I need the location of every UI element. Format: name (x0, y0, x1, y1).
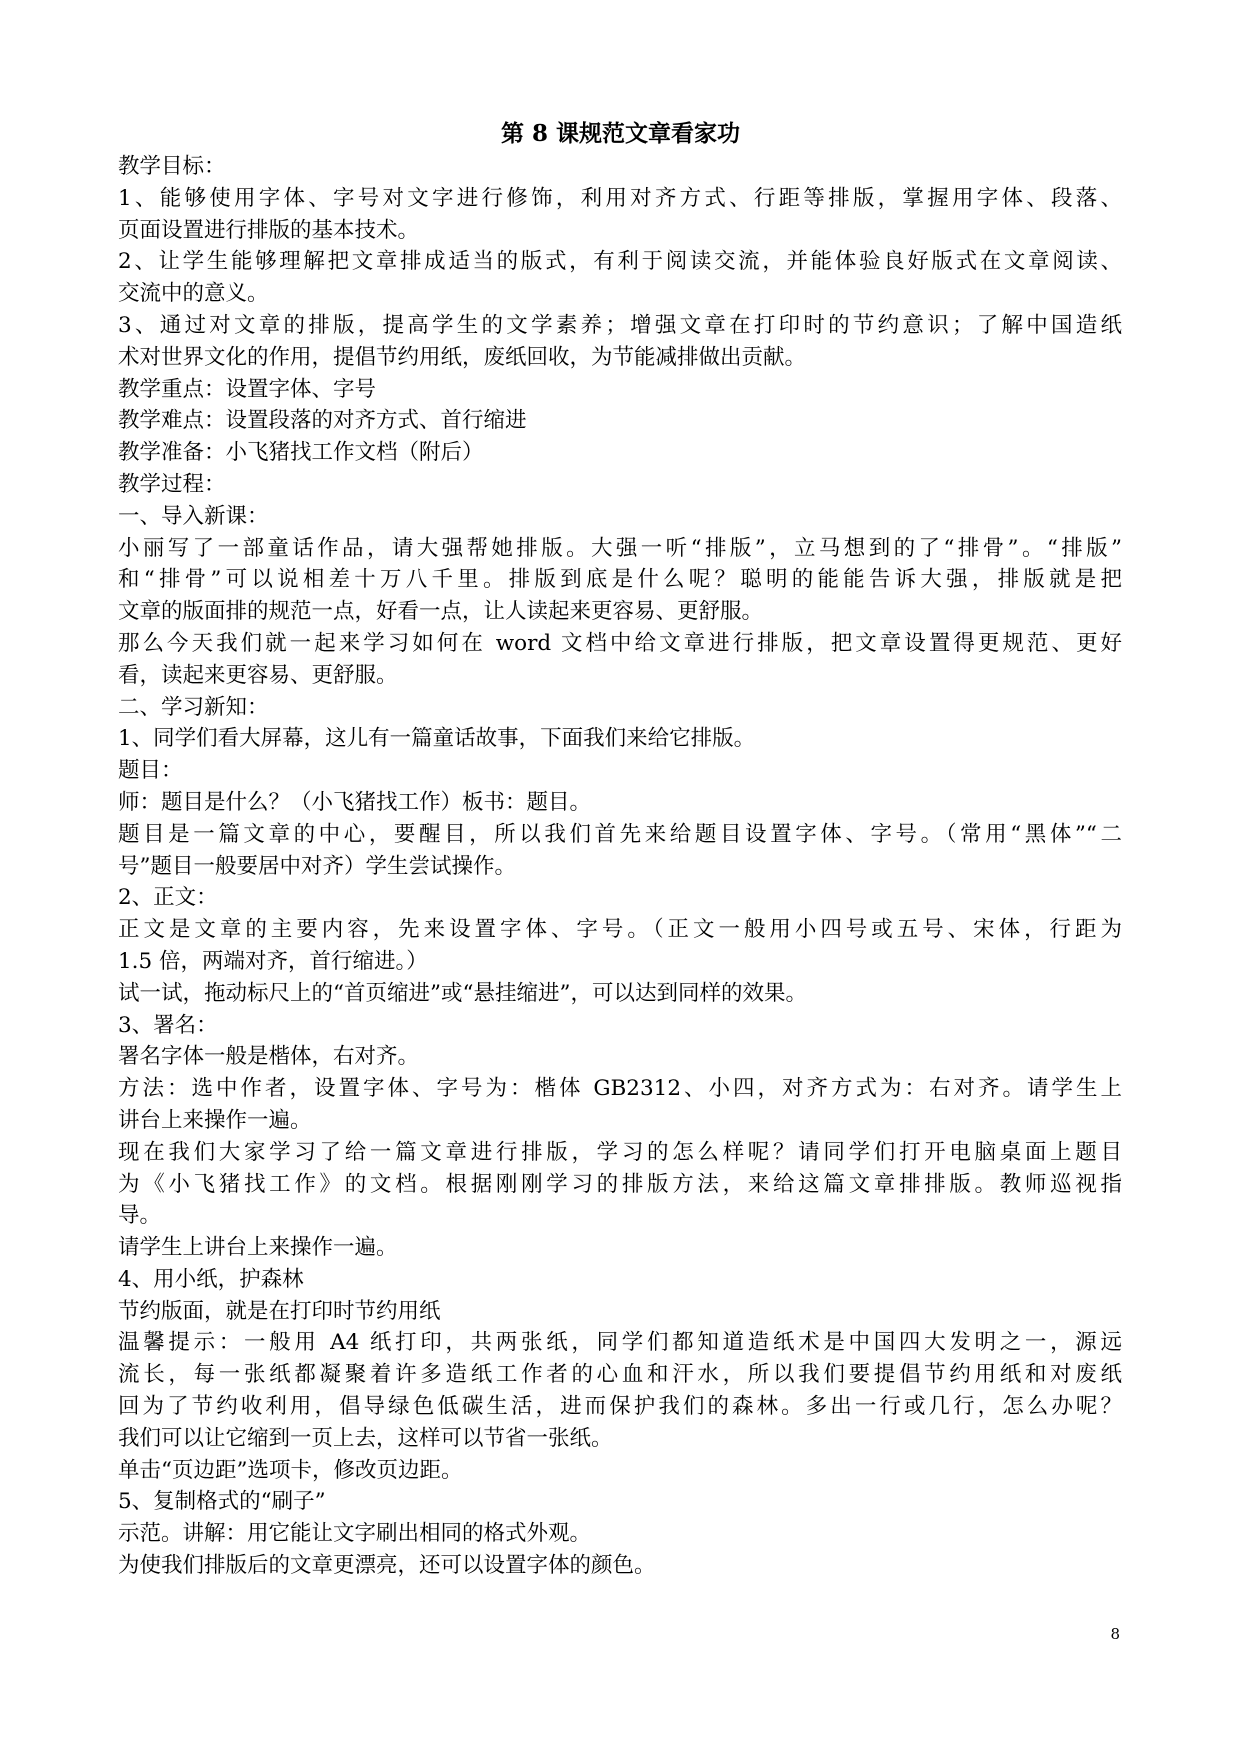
body-line: 教学目标： (118, 154, 226, 179)
body-line: 讲台上来操作一遍。 (118, 1107, 312, 1133)
body-line: 教学过程： (118, 471, 226, 497)
body-line: 为使我们排版后的文章更漂亮，还可以设置字体的颜色。 (118, 1553, 656, 1579)
body-line: 小丽写了一部童话作品，请大强帮她排版。大强一听“排版”，立马想到的了“排骨”。“排版” (118, 535, 1122, 561)
body-line: 回为了节约收利用，倡导绿色低碳生活，进而保护我们的森林。多出一行或几行，怎么办呢？ (118, 1394, 1122, 1420)
body-line: 1、同学们看大屏幕，这儿有一篇童话故事，下面我们来给它排版。 (118, 726, 756, 752)
body-line: 号”题目一般要居中对齐）学生尝试操作。 (118, 853, 516, 879)
body-line: 流长，每一张纸都凝聚着许多造纸工作者的心血和汗水，所以我们要提倡节约用纸和对废纸 (118, 1362, 1122, 1388)
body-line: 一、导入新课： (118, 503, 269, 529)
body-line: 单击“页边距”选项卡，修改页边距。 (118, 1457, 463, 1483)
body-line: 4、用小纸，护森林 (118, 1266, 304, 1292)
body-line: 二、学习新知： (118, 694, 269, 720)
document-title: 第 8 课规范文章看家功 (500, 120, 741, 147)
body-line: 试一试，拖动标尺上的“首页缩进”或“悬挂缩进”，可以达到同样的效果。 (118, 980, 807, 1006)
body-line: 教学准备：小飞猪找工作文档（附后） (118, 440, 484, 466)
body-line: 署名字体一般是楷体，右对齐。 (118, 1044, 420, 1070)
body-line: 示范。讲解：用它能让文字刷出相同的格式外观。 (118, 1521, 592, 1547)
page-number: 8 (1110, 1625, 1120, 1643)
body-line: 我们可以让它缩到一页上去，这样可以节省一张纸。 (118, 1425, 613, 1451)
body-line: 方法：选中作者，设置字体、字号为：楷体 GB2312、小四，对齐方式为：右对齐。请学生上 (118, 1076, 1122, 1102)
body-line: 5、复制格式的“刷子” (118, 1489, 326, 1515)
body-line: 师：题目是什么？（小飞猪找工作）板书：题目。 (118, 789, 592, 815)
body-line: 请学生上讲台上来操作一遍。 (118, 1235, 398, 1261)
body-line: 1、能够使用字体、字号对文字进行修饰，利用对齐方式、行距等排版，掌握用字体、段落、 (118, 185, 1122, 211)
body-line: 现在我们大家学习了给一篇文章进行排版，学习的怎么样呢？请同学们打开电脑桌面上题目 (118, 1139, 1122, 1165)
body-line: 文章的版面排的规范一点，好看一点，让人读起来更容易、更舒服。 (118, 599, 764, 625)
body-line: 3、署名： (118, 1012, 218, 1038)
body-line: 交流中的意义。 (118, 281, 269, 307)
body-line: 术对世界文化的作用，提倡节约用纸，废纸回收，为节能减排做出贡献。 (118, 344, 807, 370)
body-line: 2、让学生能够理解把文章排成适当的版式，有利于阅读交流，并能体验良好版式在文章阅读、 (118, 249, 1122, 275)
document-body (118, 151, 1122, 1582)
body-line: 页面设置进行排版的基本技术。 (118, 217, 420, 243)
body-line: 正文是文章的主要内容，先来设置字体、字号。（正文一般用小四号或五号、宋体，行距为 (118, 917, 1122, 943)
body-line: 那么今天我们就一起来学习如何在 word 文档中给文章进行排版，把文章设置得更规范、更好 (118, 630, 1122, 656)
body-line: 2、正文： (118, 885, 218, 911)
body-line: 教学难点：设置段落的对齐方式、首行缩进 (118, 408, 527, 434)
body-line: 节约版面，就是在打印时节约用纸 (118, 1298, 441, 1324)
body-line: 导。 (118, 1203, 162, 1229)
body-line: 和“排骨”可以说相差十万八千里。排版到底是什么呢？聪明的能能告诉大强，排版就是把 (118, 567, 1122, 593)
body-line: 3、通过对文章的排版，提高学生的文学素养；增强文章在打印时的节约意识；了解中国造纸 (118, 312, 1122, 338)
body-line: 看，读起来更容易、更舒服。 (118, 662, 398, 688)
body-line: 教学重点：设置字体、字号 (118, 376, 377, 402)
body-line: 题目是一篇文章的中心，要醒目，所以我们首先来给题目设置字体、字号。（常用“黑体”“二 (118, 821, 1122, 847)
body-line: 题目： (118, 758, 183, 784)
body-line: 为《小飞猪找工作》的文档。根据刚刚学习的排版方法，来给这篇文章排排版。教师巡视指 (118, 1171, 1122, 1197)
body-line: 温馨提示：一般用 A4 纸打印，共两张纸，同学们都知道造纸术是中国四大发明之一，源远 (118, 1330, 1122, 1356)
body-line: 1.5 倍，两端对齐，首行缩进。） (118, 948, 428, 974)
